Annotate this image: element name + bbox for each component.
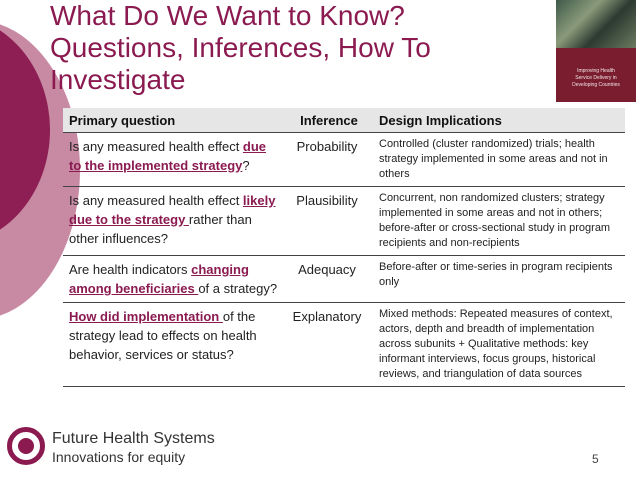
inference-cell: Plausibility <box>285 187 373 256</box>
design-cell: Mixed methods: Repeated measures of context, actors, depth and breadth of implementation across subunits + Qualitative methods: key informant interviews, focus groups, historical reviews, and triangulation of data sources <box>373 303 625 387</box>
question-highlight: changing among beneficiaries <box>69 262 249 296</box>
title-line-1: What Do We Want to Know? <box>50 0 405 31</box>
design-cell: Before-after or time-series in program recipients only <box>373 256 625 303</box>
inference-cell: Probability <box>285 133 373 187</box>
title-line-3: Investigate <box>50 64 186 95</box>
question-highlight: How did implementation <box>69 309 223 324</box>
book-cover-line: Service Delivery in <box>575 75 617 81</box>
question-text: Are health indicators <box>69 262 192 277</box>
inference-cell: Explanatory <box>285 303 373 387</box>
table-row <box>63 256 625 303</box>
header-primary-question: Primary question <box>69 112 176 128</box>
book-cover-image <box>556 0 636 102</box>
question-cell <box>63 187 285 256</box>
question-text: of a strategy? <box>198 281 278 296</box>
design-cell: Controlled (cluster randomized) trials; health strategy implemented in some areas and not in others <box>373 133 625 187</box>
table-row <box>63 133 625 187</box>
header-design-implications: Design Implications <box>379 112 502 128</box>
table-row <box>63 303 625 387</box>
table-row <box>63 187 625 256</box>
question-cell <box>63 256 285 303</box>
question-text: of the strategy lead to effects on health behavior, services or status? <box>69 309 257 362</box>
question-text: rather than other influences? <box>69 212 252 246</box>
question-text: Is any measured health effect <box>69 139 243 154</box>
question-highlight: likely due to the strategy <box>69 193 276 227</box>
book-cover-photo <box>556 0 636 48</box>
questions-table <box>63 108 625 387</box>
question-cell <box>63 303 285 387</box>
question-text: ? <box>242 158 250 173</box>
book-cover-line: Developing Countries <box>572 82 620 88</box>
question-cell <box>63 133 285 187</box>
slide-title <box>50 0 520 96</box>
page-number: 5 <box>592 452 599 466</box>
book-cover-line: Improving Health <box>577 68 615 74</box>
inference-cell: Adequacy <box>285 256 373 303</box>
design-cell: Concurrent, non randomized clusters; strategy implemented in some areas and not in others; before-after or cross-sectional study in program recipients and non-recipients <box>373 187 625 256</box>
org-tagline: Innovations for equity <box>52 449 186 465</box>
question-highlight: due to the implemented strategy <box>69 139 267 173</box>
title-line-2: Questions, Inferences, How To <box>50 32 431 63</box>
header-inference: Inference <box>300 112 358 128</box>
fhs-logo-icon <box>7 427 45 465</box>
table-header-row <box>63 108 625 133</box>
org-name: Future Health Systems <box>52 430 215 447</box>
question-text: Is any measured health effect <box>69 193 243 208</box>
